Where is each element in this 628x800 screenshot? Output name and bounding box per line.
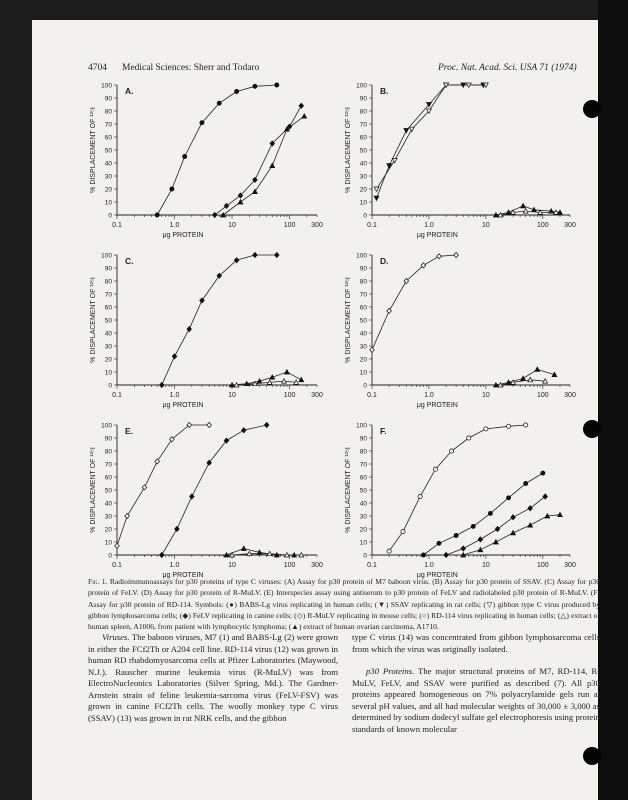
right-column — [352, 632, 600, 735]
data-point-babs-lg — [170, 187, 174, 191]
x-tick-label: 100 — [283, 392, 296, 399]
y-tick-label: 10 — [104, 199, 112, 207]
caption-text: Radioimmunoassays for p30 proteins of type C viruses: (A) Assay for p30 protein of M7 baboon virus. (B) Assay for p30 protein of SSAV. (C) Assay for p30 protein of FeLV. (D) Assay for p30 protein of R-MuLV. (E) Interspecies assay using antiserum to p30 protein of FeLV and radiolabeled p30 protein of R-MuLV. (F) Assay for p30 protein of RD-114. Symbols: (●) BABS-Lg virus replicating in human cells; (▼) SSAV replicating in rat cells; (▽) gibbon type C virus produced by gibbon lymphosarcoma cells; (◆) FeLV replicating in canine cells; (◇) R-MuLV replicating in mouse cells; (○) RD-114 virus replicating in human cells; (△) extract of human spleen, A1006, from patient with lymphocytic lymphoma; (▲) extract of human ovarian carcinoma, A1710. — [88, 577, 600, 632]
y-tick-label: 90 — [104, 95, 112, 103]
data-point-babs-lg — [541, 471, 545, 475]
x-tick-label: 1.0 — [169, 392, 180, 399]
x-tick-label: 300 — [311, 392, 323, 399]
data-point-felv — [187, 327, 192, 332]
x-tick-label: 300 — [564, 392, 576, 399]
y-tick-label: 90 — [359, 265, 367, 273]
data-point-a1710 — [270, 163, 275, 167]
y-tick-label: 10 — [359, 369, 367, 377]
y-axis-label: % DISPLACEMENT OF ¹²⁵I — [90, 107, 97, 193]
y-tick-label: 40 — [104, 500, 112, 508]
y-tick-label: 30 — [104, 343, 112, 351]
y-tick-label: 0 — [363, 382, 367, 390]
data-point-rd-114 — [524, 423, 528, 427]
y-tick-label: 40 — [359, 500, 367, 508]
data-point-felv — [478, 537, 483, 542]
x-tick-label: 100 — [283, 222, 296, 229]
p30-text: The major structural proteins of M7, RD-114, R-MuLV, FeLV, and SSAV were purified as described (7). All p30 proteins appeared homogeneous on 7% polyacrylamide gels run at several pH values, and all had molecular weights of 30,000 ± 3,000 as determined by sodium dodecyl sulfate gel electrophoresis using protein standards of known molecular — [352, 666, 601, 734]
y-axis-label: % DISPLACEMENT OF ¹²⁵I — [90, 447, 97, 533]
data-point-rd-114 — [467, 436, 471, 440]
data-point-a1710 — [285, 370, 290, 374]
y-tick-label: 20 — [359, 356, 367, 364]
panel-a — [90, 83, 323, 240]
y-tick-label: 10 — [104, 539, 112, 547]
x-tick-label: 10 — [481, 222, 490, 229]
right-continuation: type C virus (14) was concentrated from gibbon lymphosarcoma cells from which the virus was originally isolated. — [352, 632, 600, 654]
y-tick-label: 0 — [363, 552, 367, 560]
data-point-babs-lg — [253, 84, 257, 88]
data-point-rd-114 — [433, 467, 437, 471]
data-point-a1710 — [241, 546, 246, 550]
data-point-gibbon — [409, 127, 414, 131]
figure-caption — [88, 576, 600, 632]
data-point-felv — [528, 506, 533, 511]
x-tick-label: 100 — [536, 392, 549, 399]
viruses-text: The baboon viruses, M7 (1) and BABS-Lg (2) were grown in either the FCf2Th or A204 cell line. RD-114 virus (12) was grown in human RD rhabdomyosarcoma cells at Pfizer Laboratories (Maywood, N.J.). Rauscher murine leukemia virus (R-MuLV) was from ElectroNucleonics Laboratories (Silver Spring, Md.). The Gardner-Arnstein strain of feline leukemia-sarcoma virus (FeLV-FSV) was grown in canine FCf2Th cells. The woolly monkey type C virus (SSAV) (13) was grown in rat NRK cells, and the gibbon — [88, 632, 338, 723]
series-line-r-mulv — [117, 425, 209, 546]
caption-label: Fig. 1. — [88, 577, 108, 586]
y-tick-label: 70 — [359, 291, 367, 299]
y-axis-label: % DISPLACEMENT OF ¹²⁵I — [345, 277, 352, 363]
data-point-felv — [224, 203, 229, 208]
x-axis-label: μg PROTEIN — [162, 402, 204, 409]
data-point-felv — [241, 428, 246, 433]
y-tick-label: 0 — [108, 212, 112, 220]
x-tick-label: 100 — [536, 222, 549, 229]
data-point-babs-lg — [471, 524, 475, 528]
y-tick-label: 100 — [101, 82, 112, 90]
data-point-felv — [175, 526, 180, 531]
data-point-felv — [461, 546, 466, 551]
y-tick-label: 50 — [104, 487, 112, 495]
data-point-r-mulv — [142, 485, 147, 490]
series-line-felv — [162, 425, 267, 555]
x-tick-label: 10 — [228, 222, 236, 229]
data-point-a1710 — [521, 376, 526, 380]
x-axis-label: μg PROTEIN — [162, 232, 204, 239]
y-tick-label: 80 — [104, 278, 112, 286]
x-tick-label: 1.0 — [424, 392, 434, 399]
data-point-a1710 — [253, 189, 258, 193]
y-tick-label: 40 — [104, 330, 112, 338]
y-tick-label: 100 — [356, 252, 367, 260]
series-line-r-mulv — [372, 255, 456, 350]
data-point-gibbon — [392, 158, 397, 162]
data-point-rd-114 — [484, 427, 488, 431]
data-point-babs-lg — [524, 481, 528, 485]
data-point-felv — [495, 526, 500, 531]
y-tick-label: 90 — [359, 95, 367, 103]
y-tick-label: 0 — [363, 212, 367, 220]
x-tick-label: 1.0 — [169, 222, 180, 229]
data-point-felv — [172, 354, 177, 359]
y-tick-label: 70 — [104, 291, 112, 299]
y-tick-label: 50 — [359, 487, 367, 495]
y-tick-label: 10 — [104, 369, 112, 377]
y-tick-label: 80 — [359, 108, 367, 116]
data-point-a1710 — [478, 547, 483, 551]
data-point-felv — [274, 252, 279, 257]
y-tick-label: 60 — [104, 304, 112, 312]
y-axis-label: % DISPLACEMENT OF ¹²⁵I — [90, 277, 97, 363]
data-point-felv — [159, 382, 164, 387]
y-tick-label: 30 — [104, 173, 112, 181]
y-tick-label: 60 — [359, 304, 367, 312]
y-tick-label: 80 — [359, 278, 367, 286]
y-tick-label: 60 — [104, 134, 112, 142]
x-tick-label: 0.1 — [112, 562, 122, 569]
p30-heading: p30 Proteins. — [366, 666, 415, 676]
y-tick-label: 10 — [359, 199, 367, 207]
y-tick-label: 20 — [359, 526, 367, 534]
data-point-felv — [253, 252, 258, 257]
x-tick-label: 0.1 — [367, 392, 377, 399]
x-axis-label: μg PROTEIN — [416, 572, 458, 579]
data-point-felv — [212, 212, 217, 217]
panel-letter: B. — [380, 86, 389, 96]
x-axis-label: μg PROTEIN — [416, 402, 458, 409]
y-axis-label: % DISPLACEMENT OF ¹²⁵I — [345, 447, 352, 533]
y-tick-label: 100 — [356, 82, 367, 90]
x-tick-label: 1.0 — [169, 562, 180, 569]
data-point-babs-lg — [488, 511, 492, 515]
panel-e — [90, 422, 323, 579]
data-point-babs-lg — [217, 101, 221, 105]
y-tick-label: 100 — [101, 422, 112, 430]
y-tick-label: 90 — [104, 265, 112, 273]
data-point-felv — [190, 494, 195, 499]
data-point-felv — [444, 552, 449, 557]
panel-c — [90, 252, 323, 409]
data-point-babs-lg — [506, 496, 510, 500]
y-tick-label: 50 — [104, 317, 112, 325]
y-tick-label: 20 — [104, 356, 112, 364]
y-tick-label: 50 — [104, 147, 112, 155]
x-tick-label: 10 — [228, 562, 236, 569]
viruses-heading: Viruses. — [102, 632, 130, 642]
data-point-babs-lg — [183, 154, 187, 158]
x-tick-label: 100 — [536, 562, 549, 569]
y-tick-label: 40 — [359, 330, 367, 338]
y-tick-label: 20 — [359, 186, 367, 194]
running-head-journal: Proc. Nat. Acad. Sci. USA 71 (1974) — [438, 63, 577, 73]
panel-f — [345, 423, 576, 580]
data-point-babs-lg — [437, 541, 441, 545]
x-tick-label: 0.1 — [112, 392, 122, 399]
data-point-a1710 — [494, 540, 499, 544]
x-tick-label: 300 — [564, 222, 576, 229]
y-tick-label: 80 — [104, 108, 112, 116]
left-column — [88, 632, 338, 724]
data-point-felv — [264, 422, 269, 427]
panel-b — [345, 83, 576, 240]
data-point-babs-lg — [155, 213, 159, 217]
y-tick-label: 10 — [359, 539, 367, 547]
y-tick-label: 60 — [359, 134, 367, 142]
data-point-felv — [543, 494, 548, 499]
data-point-r-mulv — [207, 422, 212, 427]
series-line-gibbon — [377, 85, 486, 189]
data-point-a1710 — [302, 114, 307, 118]
x-tick-label: 10 — [228, 392, 236, 399]
data-point-a1710 — [299, 377, 304, 381]
data-point-ssav — [404, 129, 409, 133]
data-point-rd-114 — [387, 549, 391, 553]
y-tick-label: 100 — [356, 422, 367, 430]
series-line-babs-lg — [157, 85, 277, 215]
y-tick-label: 0 — [108, 552, 112, 560]
panel-d — [345, 252, 576, 409]
data-point-a1710 — [521, 204, 526, 208]
series-line-a1710 — [223, 116, 304, 215]
y-tick-label: 30 — [359, 513, 367, 521]
data-point-r-mulv — [115, 543, 120, 548]
y-tick-label: 20 — [104, 186, 112, 194]
data-point-r-mulv — [454, 252, 459, 257]
y-tick-label: 40 — [104, 160, 112, 168]
data-point-a1710 — [511, 531, 516, 535]
x-tick-label: 300 — [311, 222, 323, 229]
data-point-r-mulv — [125, 513, 130, 518]
data-point-babs-lg — [200, 121, 204, 125]
panel-letter: F. — [380, 426, 387, 436]
panel-letter: C. — [125, 256, 134, 266]
y-tick-label: 60 — [104, 474, 112, 482]
y-tick-label: 50 — [359, 147, 367, 155]
y-tick-label: 100 — [101, 252, 112, 260]
data-point-a1710 — [238, 200, 243, 204]
data-point-babs-lg — [234, 89, 238, 93]
y-tick-label: 90 — [104, 435, 112, 443]
x-tick-label: 0.1 — [112, 222, 122, 229]
x-tick-label: 300 — [311, 562, 323, 569]
series-line-ssav — [377, 85, 484, 198]
panel-letter: A. — [125, 86, 134, 96]
data-point-babs-lg — [275, 83, 279, 87]
y-tick-label: 60 — [359, 474, 367, 482]
data-point-babs-lg — [421, 553, 425, 557]
data-point-felv — [299, 103, 304, 108]
y-tick-label: 30 — [359, 173, 367, 181]
x-tick-label: 0.1 — [367, 562, 377, 569]
x-tick-label: 1.0 — [424, 562, 434, 569]
data-point-r-mulv — [437, 254, 442, 259]
y-tick-label: 70 — [104, 461, 112, 469]
data-point-felv — [511, 515, 516, 520]
data-point-rd-114 — [450, 449, 454, 453]
y-tick-label: 90 — [359, 435, 367, 443]
data-point-rd-114 — [506, 424, 510, 428]
running-head-section: Medical Sciences: Sherr and Todaro — [122, 63, 260, 73]
x-tick-label: 0.1 — [367, 222, 377, 229]
series-line-felv — [215, 106, 302, 215]
data-point-gibbon — [374, 187, 379, 191]
y-tick-label: 0 — [108, 382, 112, 390]
data-point-a1710 — [528, 523, 533, 527]
data-point-a1710 — [535, 367, 540, 371]
data-point-rd-114 — [418, 494, 422, 498]
y-tick-label: 40 — [359, 160, 367, 168]
panel-letter: E. — [125, 426, 134, 436]
y-tick-label: 70 — [104, 121, 112, 129]
data-point-r-mulv — [387, 308, 392, 313]
x-tick-label: 1.0 — [424, 222, 434, 229]
data-point-rd-114 — [401, 530, 405, 534]
y-tick-label: 30 — [359, 343, 367, 351]
y-tick-label: 20 — [104, 526, 112, 534]
x-axis-label: μg PROTEIN — [416, 232, 458, 239]
data-point-r-mulv — [370, 347, 375, 352]
panel-letter: D. — [380, 256, 389, 266]
data-point-ssav — [374, 196, 379, 200]
y-tick-label: 80 — [104, 448, 112, 456]
page-number: 4704 — [88, 63, 107, 73]
data-point-felv — [159, 552, 164, 557]
x-tick-label: 100 — [283, 562, 296, 569]
y-tick-label: 70 — [359, 121, 367, 129]
y-tick-label: 80 — [359, 448, 367, 456]
y-tick-label: 50 — [359, 317, 367, 325]
x-axis-label: μg PROTEIN — [162, 572, 204, 579]
x-tick-label: 10 — [481, 392, 490, 399]
data-point-babs-lg — [454, 533, 458, 537]
y-tick-label: 70 — [359, 461, 367, 469]
x-tick-label: 300 — [564, 562, 576, 569]
series-line-rd-114 — [389, 425, 526, 551]
y-tick-label: 30 — [104, 513, 112, 521]
y-axis-label: % DISPLACEMENT OF ¹²⁵I — [345, 107, 352, 193]
x-tick-label: 10 — [481, 562, 490, 569]
